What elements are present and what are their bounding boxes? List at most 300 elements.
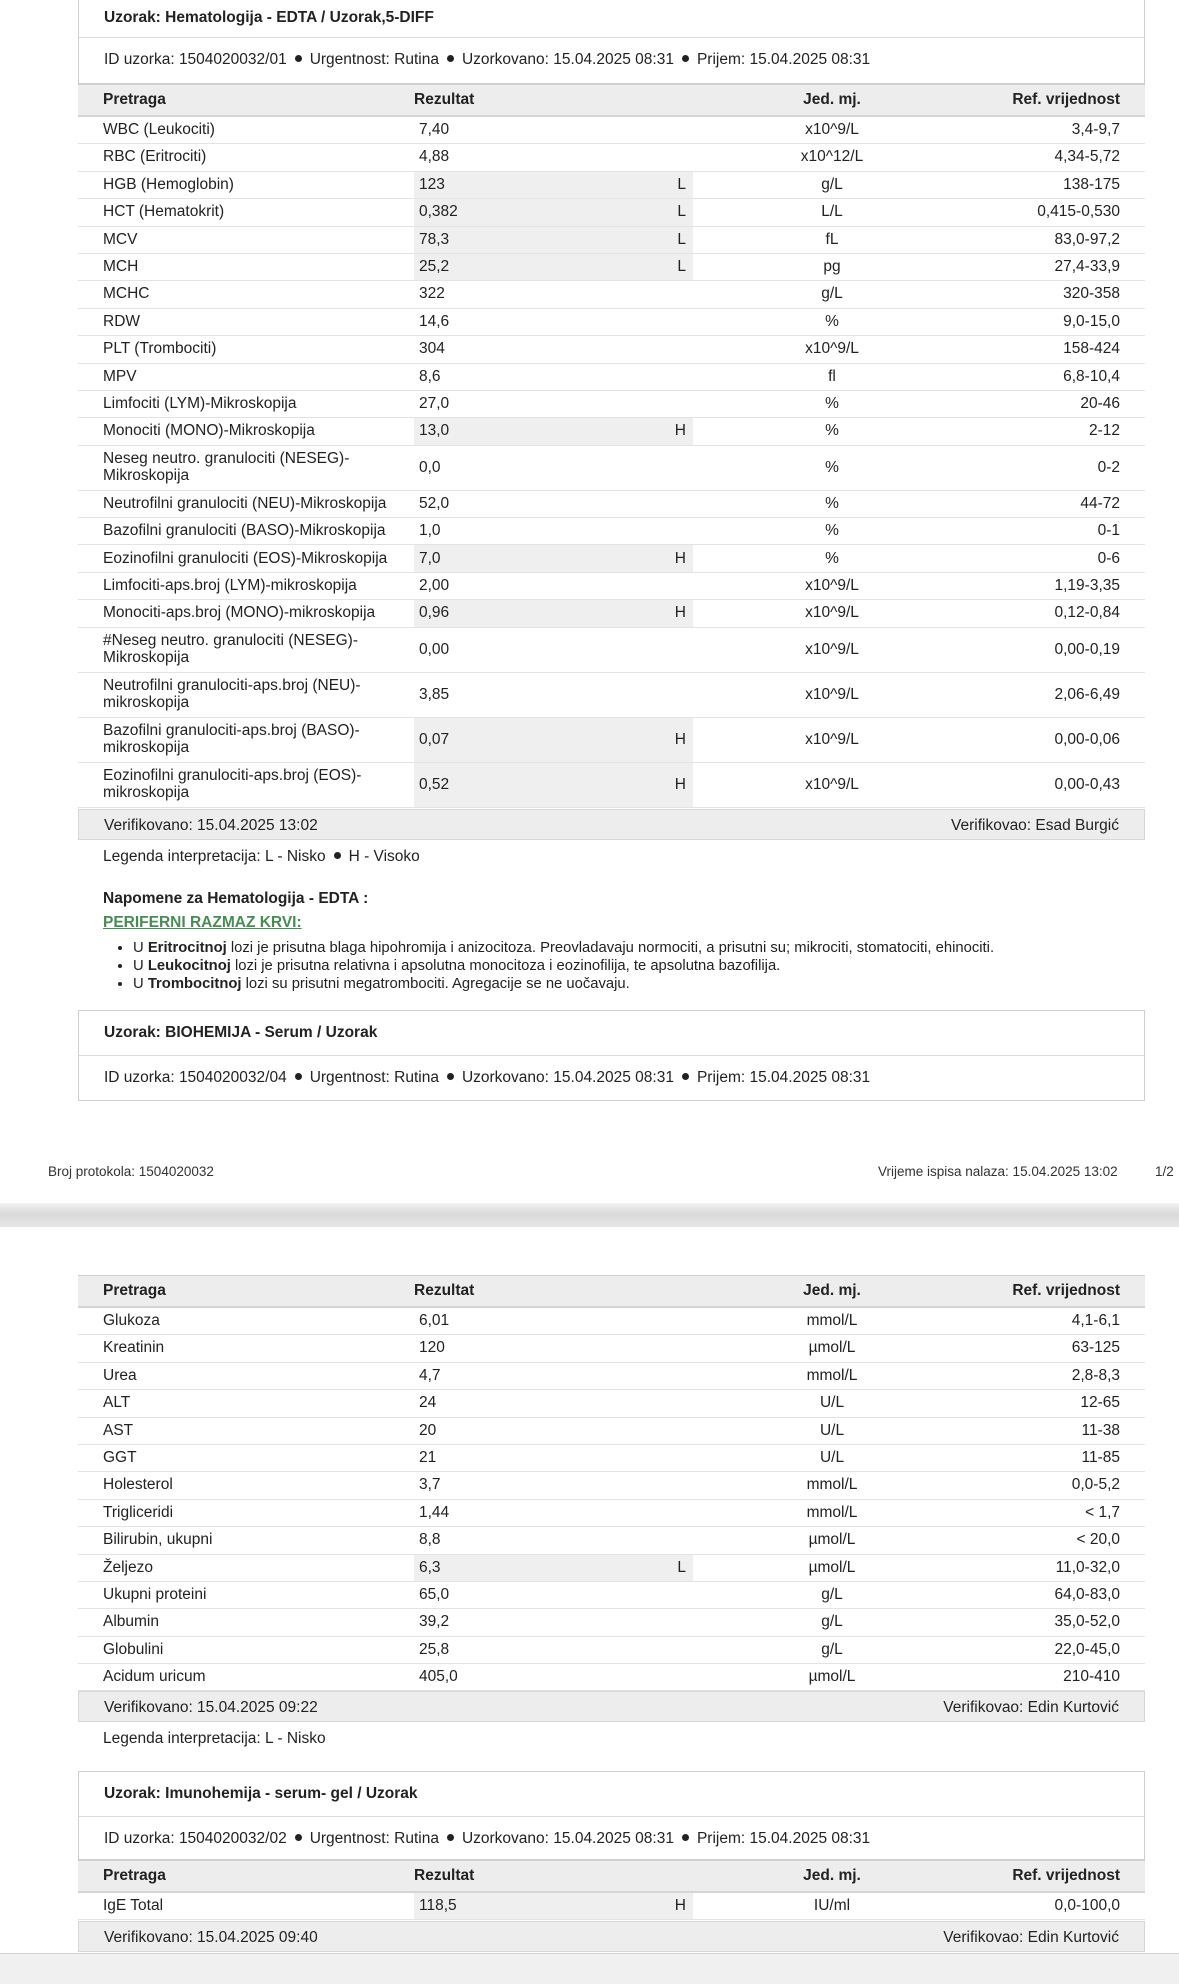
reference-range: 27,4-33,9 bbox=[971, 253, 1145, 280]
result-row bbox=[78, 1390, 1145, 1417]
result-flag: L bbox=[677, 258, 686, 276]
result-row bbox=[78, 1527, 1145, 1554]
result-cell bbox=[414, 171, 693, 198]
reference-range: 44-72 bbox=[971, 490, 1145, 517]
unit: L/L bbox=[693, 199, 971, 226]
result-row bbox=[78, 116, 1145, 144]
bullet-icon bbox=[447, 55, 454, 62]
unit: g/L bbox=[693, 1636, 971, 1663]
result-value: 8,6 bbox=[419, 367, 441, 385]
unit: % bbox=[693, 518, 971, 545]
result-value: 13,0 bbox=[419, 422, 450, 440]
result-flag: H bbox=[674, 604, 686, 622]
bullet-icon bbox=[295, 1834, 302, 1841]
unit: mmol/L bbox=[693, 1472, 971, 1499]
result-value: 6,3 bbox=[419, 1558, 441, 1576]
hema-verified-by: Verifikovao: Esad Burgić bbox=[950, 817, 1119, 834]
unit: g/L bbox=[693, 281, 971, 308]
bio-received: Prijem: 15.04.2025 08:31 bbox=[696, 1069, 871, 1086]
result-value: 123 bbox=[419, 175, 445, 193]
reference-range: 0-2 bbox=[971, 445, 1145, 490]
reference-range: 12-65 bbox=[971, 1390, 1145, 1417]
test-name: Albumin bbox=[78, 1609, 414, 1636]
legend-low: Legenda interpretacija: L - Nisko bbox=[103, 848, 326, 865]
result-value: 4,88 bbox=[419, 148, 450, 166]
bullet-icon bbox=[295, 1073, 302, 1080]
test-name: Limfociti (LYM)-Mikroskopija bbox=[78, 390, 414, 417]
reference-range: 6,8-10,4 bbox=[971, 363, 1145, 390]
result-flag: H bbox=[674, 422, 686, 440]
result-row bbox=[78, 363, 1145, 390]
result-flag: H bbox=[674, 1897, 686, 1915]
bullet-icon bbox=[447, 1073, 454, 1080]
result-flag: H bbox=[674, 730, 686, 748]
result-flag: L bbox=[677, 230, 686, 248]
reference-range: 3,4-9,7 bbox=[971, 116, 1145, 144]
result-row bbox=[78, 308, 1145, 335]
unit: IU/ml bbox=[693, 1892, 971, 1920]
col-header-result: Rezultat bbox=[414, 1861, 693, 1893]
test-name: MCH bbox=[78, 253, 414, 280]
result-cell bbox=[414, 1307, 693, 1335]
result-row bbox=[78, 1417, 1145, 1444]
result-value: 6,01 bbox=[419, 1312, 450, 1330]
result-row bbox=[78, 627, 1145, 672]
reference-range: 158-424 bbox=[971, 336, 1145, 363]
test-name: Trigliceridi bbox=[78, 1499, 414, 1526]
result-value: 24 bbox=[419, 1394, 437, 1412]
test-name: MCV bbox=[78, 226, 414, 253]
imuno-results-table bbox=[78, 1860, 1145, 1920]
unit: fL bbox=[693, 226, 971, 253]
unit: g/L bbox=[693, 1581, 971, 1608]
unit: µmol/L bbox=[693, 1664, 971, 1691]
bullet-icon bbox=[295, 55, 302, 62]
result-value: 3,7 bbox=[419, 1476, 441, 1494]
result-row bbox=[78, 253, 1145, 280]
result-value: 65,0 bbox=[419, 1585, 450, 1603]
imuno-verified-by: Verifikovao: Edin Kurtović bbox=[943, 1929, 1119, 1946]
reference-range: 138-175 bbox=[971, 171, 1145, 198]
unit: % bbox=[693, 545, 971, 572]
result-cell bbox=[414, 390, 693, 417]
reference-range: 4,1-6,1 bbox=[971, 1307, 1145, 1335]
reference-range: 2,8-8,3 bbox=[971, 1362, 1145, 1389]
result-cell bbox=[414, 281, 693, 308]
test-name: MPV bbox=[78, 363, 414, 390]
test-name: RBC (Eritrociti) bbox=[78, 144, 414, 171]
unit: µmol/L bbox=[693, 1554, 971, 1581]
result-cell bbox=[414, 1554, 693, 1581]
result-value: 25,8 bbox=[419, 1640, 450, 1658]
result-row bbox=[78, 600, 1145, 627]
reference-range: 0,0-100,0 bbox=[971, 1892, 1145, 1920]
reference-range: 83,0-97,2 bbox=[971, 226, 1145, 253]
unit: x10^9/L bbox=[693, 572, 971, 599]
result-value: 25,2 bbox=[419, 258, 450, 276]
notes-title: Napomene za Hematologija - EDTA : bbox=[103, 890, 369, 907]
result-value: 1,44 bbox=[419, 1503, 450, 1521]
test-name: IgE Total bbox=[78, 1892, 414, 1920]
unit: g/L bbox=[693, 171, 971, 198]
col-header-result: Rezultat bbox=[414, 85, 693, 117]
result-row bbox=[78, 336, 1145, 363]
result-row bbox=[78, 1581, 1145, 1608]
reference-range: 0,00-0,19 bbox=[971, 627, 1145, 672]
result-row bbox=[78, 281, 1145, 308]
result-flag: L bbox=[677, 1558, 686, 1576]
bullet-icon bbox=[447, 1834, 454, 1841]
result-cell bbox=[414, 1335, 693, 1362]
result-cell bbox=[414, 363, 693, 390]
unit: g/L bbox=[693, 1609, 971, 1636]
result-cell bbox=[414, 308, 693, 335]
result-row bbox=[78, 199, 1145, 226]
test-name: Neutrofilni granulociti (NEU)-Mikroskopija bbox=[78, 490, 414, 517]
test-name: Neseg neutro. granulociti (NESEG)-Mikroskopija bbox=[78, 445, 414, 490]
result-row bbox=[78, 490, 1145, 517]
unit: mmol/L bbox=[693, 1362, 971, 1389]
result-row bbox=[78, 1472, 1145, 1499]
result-row bbox=[78, 1664, 1145, 1691]
reference-range: 11,0-32,0 bbox=[971, 1554, 1145, 1581]
result-flag: L bbox=[677, 175, 686, 193]
result-cell bbox=[414, 116, 693, 144]
reference-range: 0,00-0,06 bbox=[971, 717, 1145, 762]
unit: % bbox=[693, 308, 971, 335]
result-value: 7,0 bbox=[419, 549, 441, 567]
result-row bbox=[78, 418, 1145, 445]
result-row bbox=[78, 1362, 1145, 1389]
hema-sample-info bbox=[79, 38, 1144, 81]
unit: fl bbox=[693, 363, 971, 390]
result-cell bbox=[414, 1362, 693, 1389]
result-row bbox=[78, 1499, 1145, 1526]
result-cell bbox=[414, 672, 693, 717]
col-header-test: Pretraga bbox=[78, 85, 414, 117]
reference-range: 1,19-3,35 bbox=[971, 572, 1145, 599]
page-separator bbox=[0, 1203, 1179, 1227]
result-cell bbox=[414, 1636, 693, 1663]
result-cell bbox=[414, 572, 693, 599]
col-header-ref: Ref. vrijednost bbox=[971, 1276, 1145, 1308]
bio-sampled: Uzorkovano: 15.04.2025 08:31 bbox=[461, 1069, 674, 1086]
test-name: Urea bbox=[78, 1362, 414, 1389]
test-name: Ukupni proteini bbox=[78, 1581, 414, 1608]
result-value: 78,3 bbox=[419, 230, 450, 248]
reference-range: 35,0-52,0 bbox=[971, 1609, 1145, 1636]
imuno-sample-title: Uzorak: Imunohemija - serum- gel / Uzorak bbox=[79, 1772, 1144, 1817]
reference-range: 9,0-15,0 bbox=[971, 308, 1145, 335]
result-value: 4,7 bbox=[419, 1366, 441, 1384]
result-value: 0,07 bbox=[419, 730, 450, 748]
unit: x10^9/L bbox=[693, 116, 971, 144]
imuno-verification-bar bbox=[78, 1921, 1145, 1952]
hema-verification-bar bbox=[78, 809, 1145, 840]
footer-protocol: Broj protokola: 1504020032 bbox=[48, 1164, 214, 1179]
unit: x10^12/L bbox=[693, 144, 971, 171]
result-row bbox=[78, 1636, 1145, 1663]
hema-sample-box bbox=[78, 0, 1145, 84]
col-header-ref: Ref. vrijednost bbox=[971, 85, 1145, 117]
imuno-sample-id: ID uzorka: 1504020032/02 bbox=[104, 1830, 287, 1847]
unit: pg bbox=[693, 253, 971, 280]
reference-range: 320-358 bbox=[971, 281, 1145, 308]
unit: U/L bbox=[693, 1444, 971, 1471]
result-row bbox=[78, 1307, 1145, 1335]
test-name: Acidum uricum bbox=[78, 1664, 414, 1691]
result-row bbox=[78, 171, 1145, 198]
result-row bbox=[78, 1335, 1145, 1362]
imuno-sample-info bbox=[79, 1817, 1144, 1860]
hema-results-table bbox=[78, 84, 1145, 808]
reference-range: 22,0-45,0 bbox=[971, 1636, 1145, 1663]
unit: % bbox=[693, 490, 971, 517]
test-name: Eozinofilni granulociti-aps.broj (EOS)-mikroskopija bbox=[78, 762, 414, 807]
test-name: Globulini bbox=[78, 1636, 414, 1663]
test-name: #Neseg neutro. granulociti (NESEG)-Mikroskopija bbox=[78, 627, 414, 672]
hema-sample-id: ID uzorka: 1504020032/01 bbox=[104, 51, 287, 68]
bio-verified-date: Verifikovano: 15.04.2025 09:22 bbox=[104, 1699, 318, 1716]
result-cell bbox=[414, 1664, 693, 1691]
test-name: Bilirubin, ukupni bbox=[78, 1527, 414, 1554]
unit: x10^9/L bbox=[693, 762, 971, 807]
result-cell bbox=[414, 1581, 693, 1608]
unit: x10^9/L bbox=[693, 627, 971, 672]
hema-urgency: Urgentnost: Rutina bbox=[309, 51, 439, 68]
result-flag: L bbox=[677, 203, 686, 221]
unit: % bbox=[693, 445, 971, 490]
result-value: 0,96 bbox=[419, 604, 450, 622]
test-name: Bazofilni granulociti-aps.broj (BASO)-mikroskopija bbox=[78, 717, 414, 762]
col-header-unit: Jed. mj. bbox=[693, 85, 971, 117]
bio-sample-info bbox=[79, 1056, 1144, 1099]
hema-sample-title: Uzorak: Hematologija - EDTA / Uzorak,5-DIFF bbox=[79, 0, 1144, 38]
test-name: HCT (Hematokrit) bbox=[78, 199, 414, 226]
bio-sample-box bbox=[78, 1010, 1145, 1101]
test-name: Monociti (MONO)-Mikroskopija bbox=[78, 418, 414, 445]
bio-sample-title: Uzorak: BIOHEMIJA - Serum / Uzorak bbox=[79, 1011, 1144, 1056]
result-value: 7,40 bbox=[419, 121, 450, 139]
footer-page-number: 1/2 bbox=[1155, 1164, 1174, 1179]
reference-range: 0-1 bbox=[971, 518, 1145, 545]
hema-sampled: Uzorkovano: 15.04.2025 08:31 bbox=[461, 51, 674, 68]
test-name: WBC (Leukociti) bbox=[78, 116, 414, 144]
footer-print-time: Vrijeme ispisa nalaza: 15.04.2025 13:02 bbox=[878, 1164, 1118, 1179]
reference-range: 0,12-0,84 bbox=[971, 600, 1145, 627]
result-value: 20 bbox=[419, 1421, 437, 1439]
col-header-unit: Jed. mj. bbox=[693, 1276, 971, 1308]
note-item: • U Leukocitnoj lozi je prisutna relativna i apsolutna monocitoza i eozinofilija, te apsolutna bazofilija. bbox=[133, 957, 994, 975]
result-value: 27,0 bbox=[419, 394, 450, 412]
result-flag: H bbox=[674, 775, 686, 793]
test-name: AST bbox=[78, 1417, 414, 1444]
result-cell bbox=[414, 600, 693, 627]
col-header-result: Rezultat bbox=[414, 1276, 693, 1308]
result-row bbox=[78, 226, 1145, 253]
result-cell bbox=[414, 418, 693, 445]
result-cell bbox=[414, 1444, 693, 1471]
reference-range: 20-46 bbox=[971, 390, 1145, 417]
hema-verified-date: Verifikovano: 15.04.2025 13:02 bbox=[104, 817, 318, 834]
reference-range: 0,0-5,2 bbox=[971, 1472, 1145, 1499]
result-value: 8,8 bbox=[419, 1531, 441, 1549]
result-value: 304 bbox=[419, 340, 445, 358]
unit: x10^9/L bbox=[693, 336, 971, 363]
bullet-icon bbox=[682, 1073, 689, 1080]
viewer-bottom-bar bbox=[0, 1953, 1179, 1984]
result-cell bbox=[414, 226, 693, 253]
test-name: GGT bbox=[78, 1444, 414, 1471]
result-value: 118,5 bbox=[419, 1897, 457, 1915]
hema-legend bbox=[103, 848, 420, 866]
test-name: Eozinofilni granulociti (EOS)-Mikroskopija bbox=[78, 545, 414, 572]
result-row bbox=[78, 672, 1145, 717]
result-cell bbox=[414, 1499, 693, 1526]
test-name: HGB (Hemoglobin) bbox=[78, 171, 414, 198]
bullet-icon bbox=[682, 55, 689, 62]
reference-range: 0,415-0,530 bbox=[971, 199, 1145, 226]
legend-high: H - Visoko bbox=[348, 848, 420, 865]
reference-range: < 20,0 bbox=[971, 1527, 1145, 1554]
test-name: Neutrofilni granulociti-aps.broj (NEU)-mikroskopija bbox=[78, 672, 414, 717]
test-name: MCHC bbox=[78, 281, 414, 308]
result-value: 0,52 bbox=[419, 775, 450, 793]
result-value: 1,0 bbox=[419, 522, 441, 540]
imuno-urgency: Urgentnost: Rutina bbox=[309, 1830, 439, 1847]
result-value: 120 bbox=[419, 1339, 445, 1357]
result-flag: H bbox=[674, 549, 686, 567]
reference-range: 210-410 bbox=[971, 1664, 1145, 1691]
col-header-test: Pretraga bbox=[78, 1861, 414, 1893]
reference-range: 2-12 bbox=[971, 418, 1145, 445]
reference-range: 11-85 bbox=[971, 1444, 1145, 1471]
bullet-icon bbox=[682, 1834, 689, 1841]
imuno-sample-box bbox=[78, 1771, 1145, 1860]
reference-range: 63-125 bbox=[971, 1335, 1145, 1362]
result-row bbox=[78, 545, 1145, 572]
result-cell bbox=[414, 1417, 693, 1444]
result-cell bbox=[414, 627, 693, 672]
bio-legend: Legenda interpretacija: L - Nisko bbox=[103, 1730, 326, 1747]
unit: U/L bbox=[693, 1417, 971, 1444]
test-name: Holesterol bbox=[78, 1472, 414, 1499]
unit: mmol/L bbox=[693, 1499, 971, 1526]
bio-verified-by: Verifikovao: Edin Kurtović bbox=[943, 1699, 1119, 1716]
result-value: 0,00 bbox=[419, 640, 450, 658]
reference-range: 64,0-83,0 bbox=[971, 1581, 1145, 1608]
result-row bbox=[78, 1609, 1145, 1636]
test-name: Kreatinin bbox=[78, 1335, 414, 1362]
col-header-ref: Ref. vrijednost bbox=[971, 1861, 1145, 1893]
hema-received: Prijem: 15.04.2025 08:31 bbox=[696, 51, 871, 68]
test-name: Bazofilni granulociti (BASO)-Mikroskopija bbox=[78, 518, 414, 545]
result-cell bbox=[414, 1472, 693, 1499]
bio-results-table bbox=[78, 1275, 1145, 1691]
result-value: 39,2 bbox=[419, 1613, 450, 1631]
result-cell bbox=[414, 336, 693, 363]
result-cell bbox=[414, 545, 693, 572]
result-value: 2,00 bbox=[419, 576, 450, 594]
col-header-unit: Jed. mj. bbox=[693, 1861, 971, 1893]
test-name: Limfociti-aps.broj (LYM)-mikroskopija bbox=[78, 572, 414, 599]
result-cell bbox=[414, 199, 693, 226]
result-row bbox=[78, 1444, 1145, 1471]
result-value: 0,0 bbox=[419, 458, 441, 476]
test-name: Željezo bbox=[78, 1554, 414, 1581]
imuno-verified-date: Verifikovano: 15.04.2025 09:40 bbox=[104, 1929, 318, 1946]
notes-list bbox=[103, 939, 994, 993]
result-row bbox=[78, 762, 1145, 807]
result-row bbox=[78, 144, 1145, 171]
test-name: PLT (Trombociti) bbox=[78, 336, 414, 363]
result-value: 3,85 bbox=[419, 685, 450, 703]
result-value: 405,0 bbox=[419, 1668, 458, 1686]
result-cell bbox=[414, 717, 693, 762]
reference-range: 2,06-6,49 bbox=[971, 672, 1145, 717]
imuno-received: Prijem: 15.04.2025 08:31 bbox=[696, 1830, 871, 1847]
reference-range: 4,34-5,72 bbox=[971, 144, 1145, 171]
result-cell bbox=[414, 1390, 693, 1417]
test-name: ALT bbox=[78, 1390, 414, 1417]
result-row bbox=[78, 390, 1145, 417]
unit: x10^9/L bbox=[693, 717, 971, 762]
result-value: 0,382 bbox=[419, 203, 458, 221]
reference-range: < 1,7 bbox=[971, 1499, 1145, 1526]
result-cell bbox=[414, 762, 693, 807]
result-row bbox=[78, 1892, 1145, 1920]
note-item: • U Eritrocitnoj lozi je prisutna blaga hipohromija i anizocitoza. Preovladavaju normociti, a prisutni su; mikrociti, stomatociti, ehinociti. bbox=[133, 939, 994, 957]
unit: U/L bbox=[693, 1390, 971, 1417]
result-value: 322 bbox=[419, 285, 445, 303]
unit: µmol/L bbox=[693, 1335, 971, 1362]
result-cell bbox=[414, 445, 693, 490]
reference-range: 0,00-0,43 bbox=[971, 762, 1145, 807]
bio-sample-id: ID uzorka: 1504020032/04 bbox=[104, 1069, 287, 1086]
col-header-test: Pretraga bbox=[78, 1276, 414, 1308]
result-cell bbox=[414, 518, 693, 545]
result-cell bbox=[414, 1892, 693, 1920]
bio-verification-bar bbox=[78, 1691, 1145, 1722]
result-row bbox=[78, 445, 1145, 490]
result-row bbox=[78, 572, 1145, 599]
reference-range: 11-38 bbox=[971, 1417, 1145, 1444]
result-row bbox=[78, 717, 1145, 762]
unit: % bbox=[693, 418, 971, 445]
unit: x10^9/L bbox=[693, 672, 971, 717]
result-cell bbox=[414, 253, 693, 280]
unit: mmol/L bbox=[693, 1307, 971, 1335]
result-cell bbox=[414, 1527, 693, 1554]
test-name: Monociti-aps.broj (MONO)-mikroskopija bbox=[78, 600, 414, 627]
result-cell bbox=[414, 144, 693, 171]
bullet-icon bbox=[334, 852, 341, 859]
result-cell bbox=[414, 490, 693, 517]
test-name: Glukoza bbox=[78, 1307, 414, 1335]
unit: x10^9/L bbox=[693, 600, 971, 627]
result-cell bbox=[414, 1609, 693, 1636]
result-value: 14,6 bbox=[419, 312, 450, 330]
unit: % bbox=[693, 390, 971, 417]
notes-subtitle: PERIFERNI RAZMAZ KRVI: bbox=[103, 914, 302, 931]
test-name: RDW bbox=[78, 308, 414, 335]
result-row bbox=[78, 518, 1145, 545]
bio-urgency: Urgentnost: Rutina bbox=[309, 1069, 439, 1086]
reference-range: 0-6 bbox=[971, 545, 1145, 572]
note-item: • U Trombocitnoj lozi su prisutni megatrombociti. Agregacije se ne uočavaju. bbox=[133, 975, 994, 993]
imuno-sampled: Uzorkovano: 15.04.2025 08:31 bbox=[461, 1830, 674, 1847]
unit: µmol/L bbox=[693, 1527, 971, 1554]
